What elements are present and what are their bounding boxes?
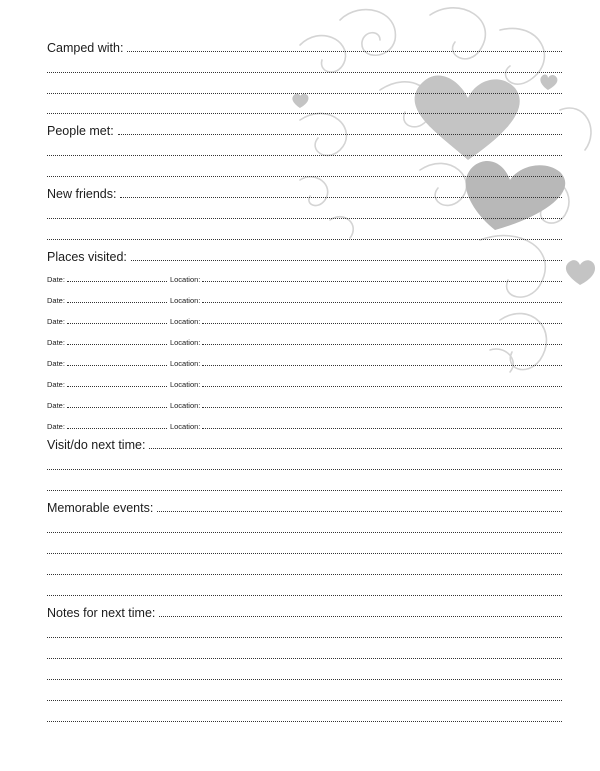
heart-shape [566, 260, 595, 285]
location-label: Location: [169, 380, 201, 389]
write-line[interactable] [131, 260, 562, 261]
date-line[interactable] [67, 281, 167, 282]
write-line[interactable] [47, 155, 562, 156]
notes-next-label: Notes for next time: [47, 606, 156, 620]
place-entry-row[interactable] [47, 296, 562, 305]
people-met-row[interactable] [47, 124, 562, 138]
date-line[interactable] [67, 428, 167, 429]
swirl-ornament [500, 28, 544, 84]
location-line[interactable] [202, 365, 562, 366]
write-line[interactable] [47, 700, 562, 701]
location-label: Location: [169, 359, 201, 368]
location-label: Location: [169, 422, 201, 431]
new-friends-row[interactable] [47, 187, 562, 201]
location-line[interactable] [202, 407, 562, 408]
heart-shape [292, 93, 308, 108]
place-entry-row[interactable] [47, 338, 562, 347]
location-line[interactable] [202, 386, 562, 387]
location-label: Location: [169, 338, 201, 347]
write-line[interactable] [47, 469, 562, 470]
place-entry-row[interactable] [47, 401, 562, 410]
write-line[interactable] [149, 448, 562, 449]
write-line[interactable] [118, 134, 562, 135]
date-label: Date: [47, 338, 65, 347]
notes-next-row[interactable] [47, 606, 562, 620]
location-line[interactable] [202, 428, 562, 429]
date-label: Date: [47, 317, 65, 326]
swirl-ornament [380, 82, 432, 127]
write-line[interactable] [47, 721, 562, 722]
place-entry-row[interactable] [47, 380, 562, 389]
write-line[interactable] [47, 490, 562, 491]
location-label: Location: [169, 401, 201, 410]
heart-shape [415, 75, 520, 160]
date-line[interactable] [67, 365, 167, 366]
new-friends-label: New friends: [47, 187, 117, 201]
camped-with-row[interactable] [47, 41, 562, 55]
memorable-events-label: Memorable events: [47, 501, 154, 515]
location-line[interactable] [202, 323, 562, 324]
date-label: Date: [47, 359, 65, 368]
date-line[interactable] [67, 344, 167, 345]
write-line[interactable] [127, 51, 562, 52]
location-label: Location: [169, 317, 201, 326]
swirl-ornament [560, 108, 591, 150]
write-line[interactable] [47, 637, 562, 638]
write-line[interactable] [47, 239, 562, 240]
camped-with-label: Camped with: [47, 41, 124, 55]
write-line[interactable] [47, 93, 562, 94]
write-line[interactable] [47, 72, 562, 73]
write-line[interactable] [47, 113, 562, 114]
write-line[interactable] [159, 616, 562, 617]
places-visited-row[interactable] [47, 250, 562, 264]
visit-next-label: Visit/do next time: [47, 438, 146, 452]
date-label: Date: [47, 380, 65, 389]
write-line[interactable] [47, 176, 562, 177]
write-line[interactable] [47, 595, 562, 596]
write-line[interactable] [120, 197, 562, 198]
swirl-ornament [480, 236, 545, 298]
place-entry-row[interactable] [47, 275, 562, 284]
place-entry-row[interactable] [47, 359, 562, 368]
date-label: Date: [47, 296, 65, 305]
date-label: Date: [47, 275, 65, 284]
location-label: Location: [169, 296, 201, 305]
write-line[interactable] [47, 574, 562, 575]
place-entry-row[interactable] [47, 317, 562, 326]
heart-shape [540, 75, 557, 90]
write-line[interactable] [47, 553, 562, 554]
write-line[interactable] [47, 679, 562, 680]
location-line[interactable] [202, 281, 562, 282]
date-line[interactable] [67, 302, 167, 303]
write-line[interactable] [47, 532, 562, 533]
swirl-ornament [330, 217, 353, 238]
date-line[interactable] [67, 407, 167, 408]
write-line[interactable] [157, 511, 562, 512]
date-label: Date: [47, 401, 65, 410]
write-line[interactable] [47, 658, 562, 659]
date-line[interactable] [67, 386, 167, 387]
place-entry-row[interactable] [47, 422, 562, 431]
memorable-events-row[interactable] [47, 501, 562, 515]
people-met-label: People met: [47, 124, 114, 138]
location-line[interactable] [202, 302, 562, 303]
visit-next-row[interactable] [47, 438, 562, 452]
write-line[interactable] [47, 218, 562, 219]
date-line[interactable] [67, 323, 167, 324]
places-visited-label: Places visited: [47, 250, 127, 264]
location-line[interactable] [202, 344, 562, 345]
location-label: Location: [169, 275, 201, 284]
date-label: Date: [47, 422, 65, 431]
